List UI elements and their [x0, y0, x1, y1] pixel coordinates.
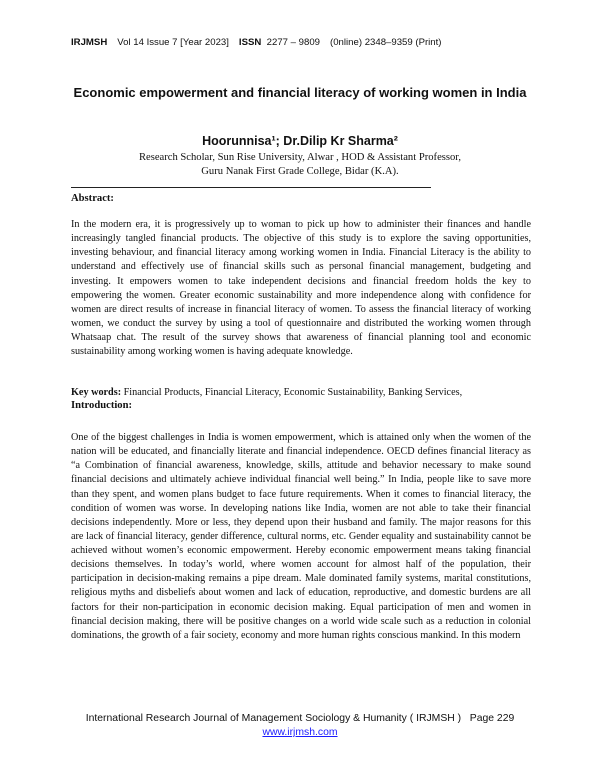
keywords-line [71, 386, 531, 400]
footer-page-number: Page 229 [469, 713, 515, 724]
journal-abbrev: IRJMSH [71, 37, 108, 48]
keywords-label: Key words: [71, 387, 122, 398]
paper-title: Economic empowerment and financial literacy of working women in India [73, 85, 527, 100]
affiliation-line-2: Guru Nanak First Grade College, Bidar (K.A). [201, 166, 399, 177]
volume-info: Vol 14 Issue 7 [Year 2023] [117, 37, 229, 48]
abstract-body: In the modern era, it is progressively up to woman to pick up how to administer their finances and handle increasingly tangled financial products. The objective of this study is to explore the saving opportunities, investing behaviour, and financial literacy among working women in India. Financial Literacy is the ability to understand and effectively use of financial skills such as personal financial management, budgeting and investing. It empowers women to take independent decisions and financial freedom holds the key to empowering the women. Greater economic sustainability and more independence along with confidence for women are direct results of increase in financial literacy of women. To assess the financial literacy of working women, we conduct the survey by using a tool of questionnaire and distributed the working women through Whatsaap chat. The result of the survey shows that awareness of financial planning tool and economic sustainability among working women is having adequate knowledge. [71, 219, 531, 358]
affiliation-line-1: Research Scholar, Sun Rise University, Alwar , HOD & Assistant Professor, [138, 152, 462, 163]
issn-print: (0nline) 2348–9359 (Print) [330, 37, 442, 48]
journal-url-link[interactable]: www.irjmsh.com [262, 727, 338, 738]
author-line: Hoorunnisa¹; Dr.Dilip Kr Sharma² [202, 134, 398, 148]
keywords-text: Financial Products, Financial Literacy, Economic Sustainability, Banking Services, [121, 387, 463, 398]
abstract-heading: Abstract: [71, 193, 114, 204]
introduction-heading: Introduction: [71, 400, 133, 411]
footer-line [60, 712, 540, 726]
issn-online: 2277 – 9809 [266, 37, 321, 48]
issn-label: ISSN [238, 37, 262, 48]
page-footer [60, 712, 540, 740]
introduction-body: One of the biggest challenges in India is women empowerment, which is attained only when the women of the nation will be educated, and financially literate and financial independence. OECD defines financial literacy as “a Combination of financial awareness, knowledge, skills, attitude and behavior necessary to make sound financial decisions and ultimately achieve individual financial well being.” In India, people like to save more than they spent, and women plans budget to face future requirements. When it comes to financial literacy, the condition of women was worse. In developing nations like India, women are not able to take their financial decisions independently. More or less, they depend upon their husband and family. The major reasons for this are lack of financial literacy, gender difference, cultural norms, etc. Gender equality and sustainability cannot be achieved without women’s economic empowerment. Hereby economic empowerment means taking financial decisions themselves. In today’s world, where women account for almost half of the population, their participation in decision-making remains a pipe dream. Male dominated family systems, marital constitutions, religious myths and disbeliefs about women and lack of education, reproductive, and domestic burdens are all factors for their non-participation in economic decision making. Equal participation of men and women in financial decision making, there will be positive changes on a world wide scale such as a reduction in colonial dominations, the growth of a fair society, economy and more human rights conscious mankind. In this modern [71, 432, 531, 641]
footer-journal: International Research Journal of Management Sociology & Humanity ( IRJMSH ) [85, 713, 462, 724]
running-header [71, 37, 442, 48]
affiliation [60, 151, 540, 179]
separator-rule [71, 187, 431, 188]
